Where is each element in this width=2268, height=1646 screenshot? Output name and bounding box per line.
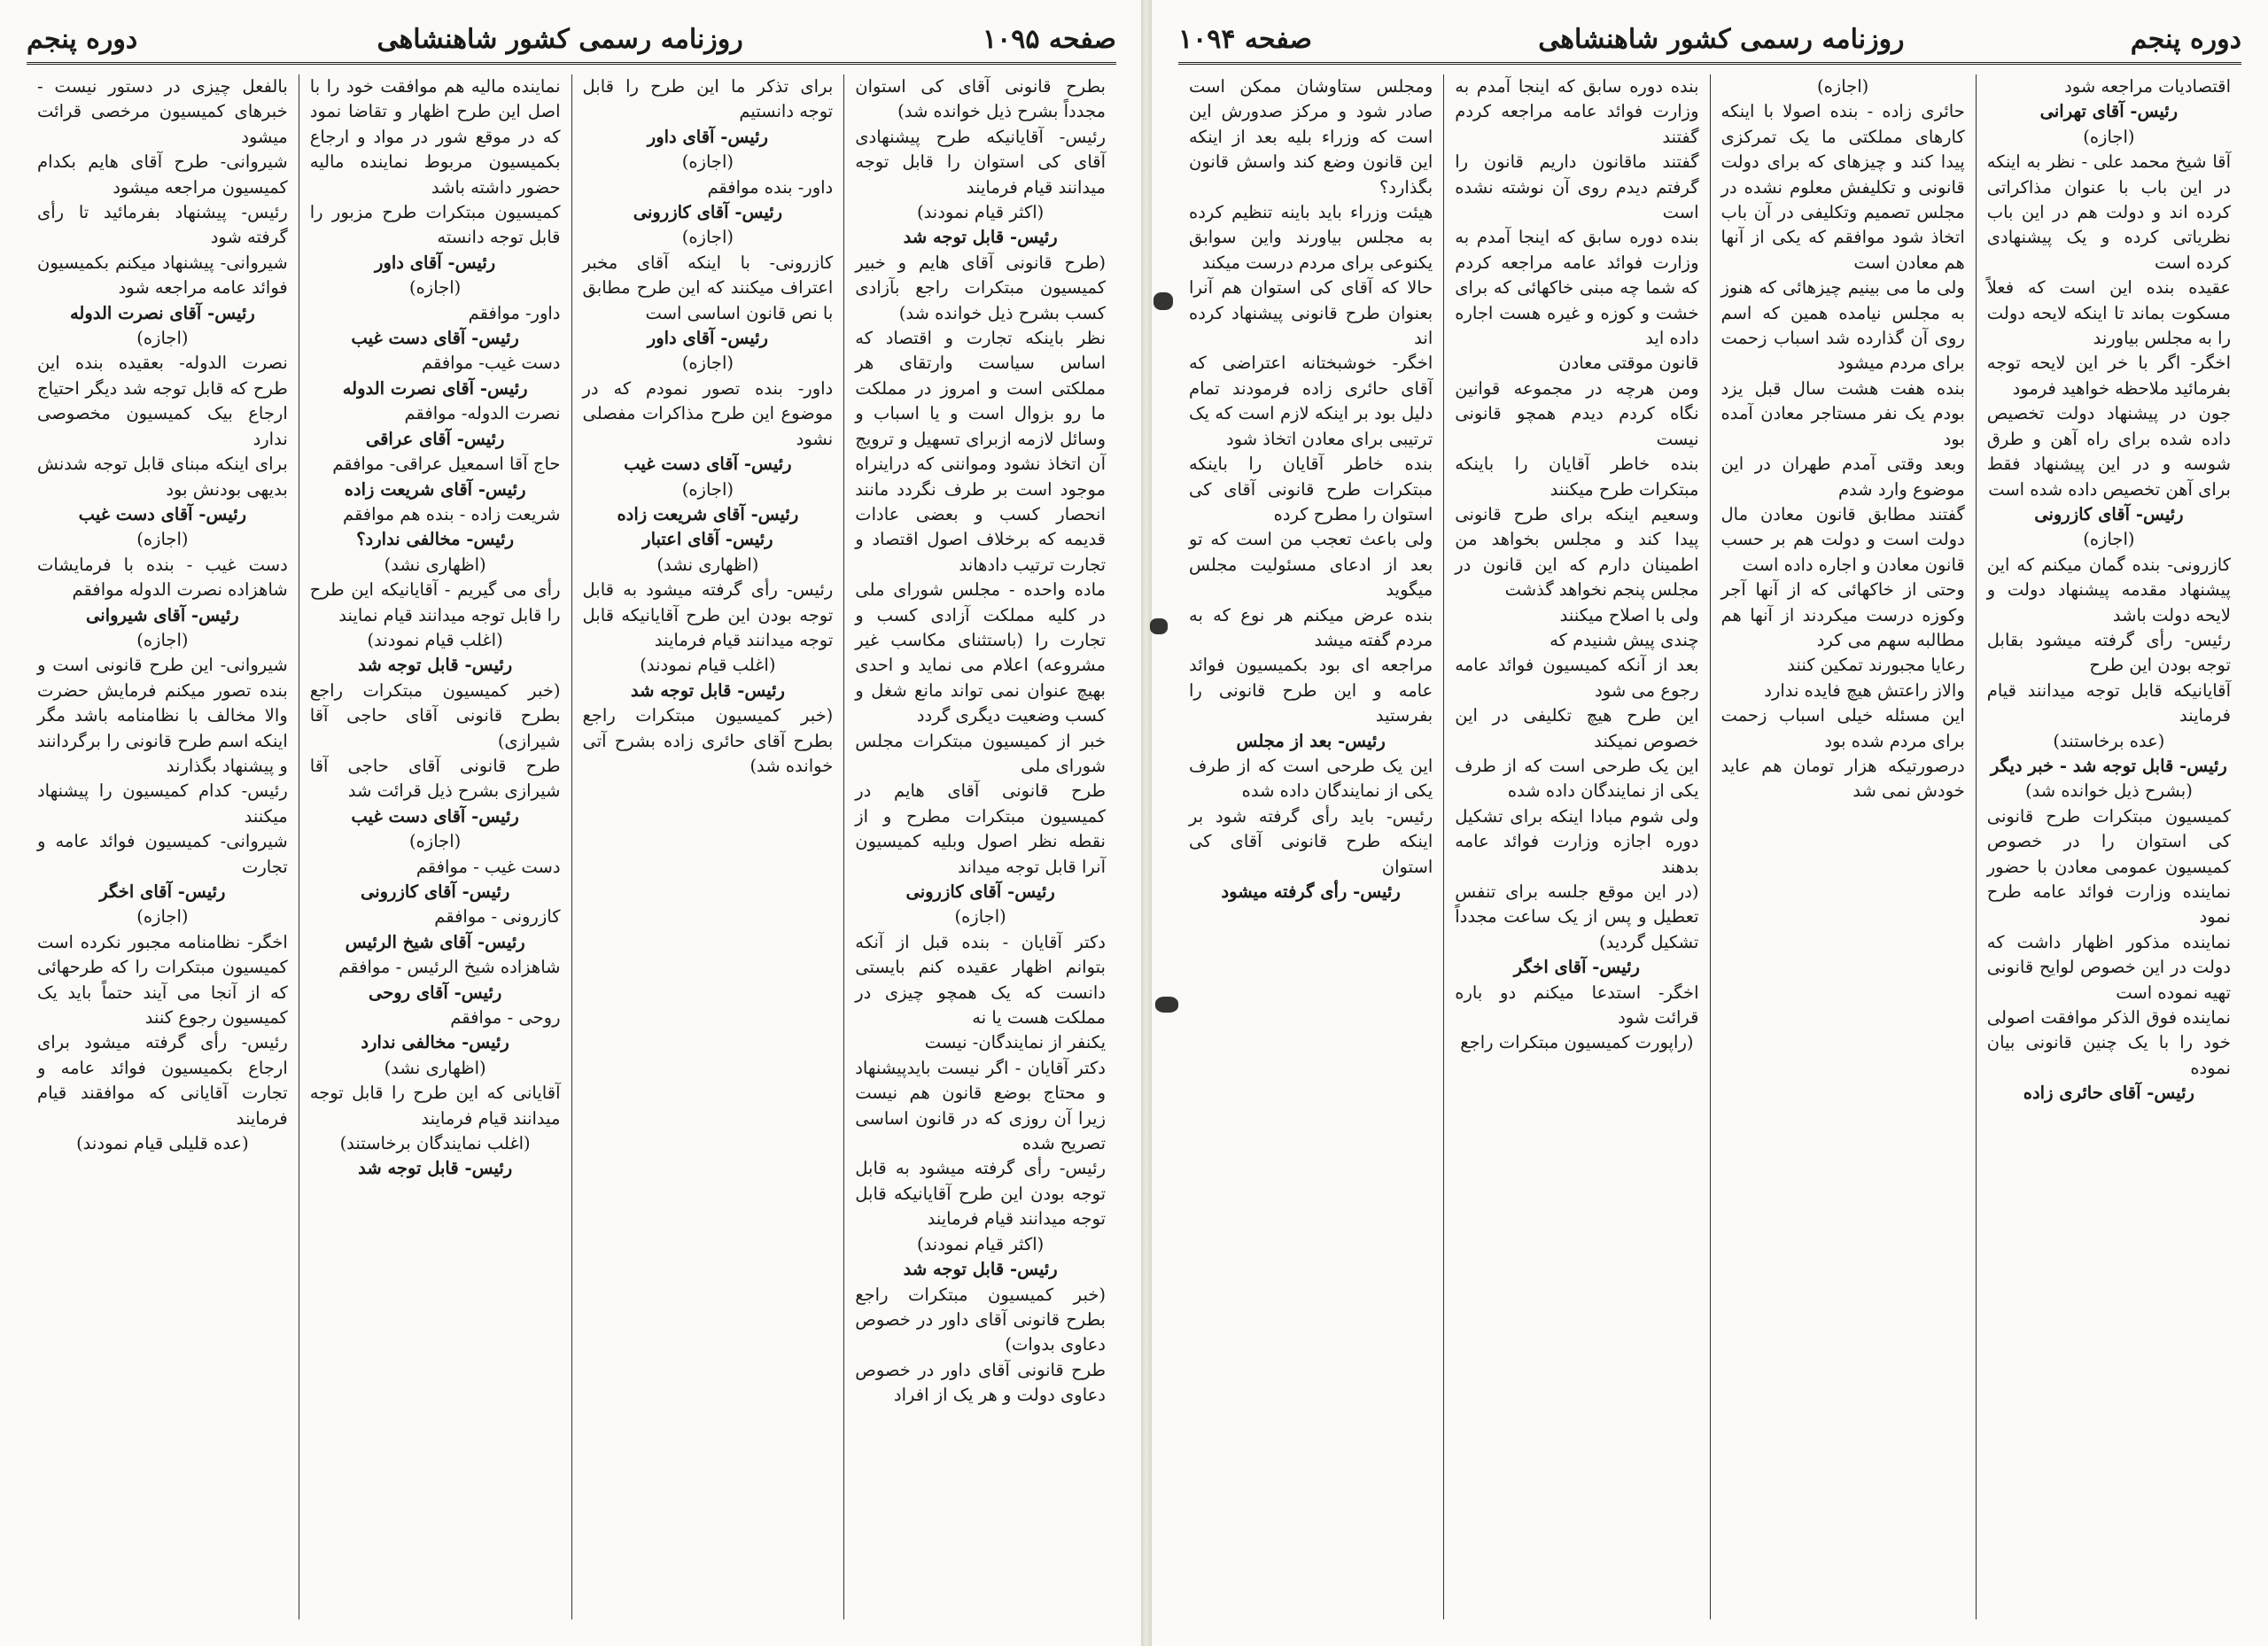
paragraph: دکتر آقایان - اگر نیست بایدپیشنهاد و محتاج بوضع قانون هم نیست زیرا آن روزی که در قانون اساسی تصریح شده [855,1057,1106,1154]
paragraph: دکتر آقایان - بنده قبل از آنکه بتوانم اظهار عقیده کنم بایستی دانست که یک همچو چیزی در مملکت هست یا نه [855,931,1106,1029]
paragraph: (اظهاری نشد) [656,554,759,575]
paragraph: رئیس- آقای کازرونی [360,881,510,902]
paragraph: (اغلب نمایندگان برخاستند) [339,1133,531,1154]
paragraph: رئیس- آقای حائری زاده [2023,1083,2194,1104]
paragraph: رئیس- آقای داور [647,126,768,147]
paragraph: حاج آقا اسمعیل عراقی- موافقم [332,454,561,475]
paragraph: این مسئله خیلی اسباب زحمت برای مردم شده بود [1720,705,1965,751]
paragraph: بنده هفت هشت سال قبل یزد بودم یک نفر مستاجر معادن آمده بود [1720,377,1965,449]
paragraph: رئیس- قابل توجه شد [903,1259,1058,1280]
left-page-columns [27,74,1116,1619]
paragraph: رئیس- آقای شیروانی [86,604,239,625]
right-page [1152,0,2268,1646]
session-label: دوره پنجم [27,23,138,55]
paragraph: (اجازه) [136,529,189,550]
paragraph: رعایا مجبورند تمکین کنند [1787,655,1965,676]
page-number: صفحه ۱۰۹۵ [983,23,1116,55]
paragraph: (اجازه) [136,906,189,928]
column [1976,74,2241,1619]
paragraph: رئیس- رأی گرفته میشود به قابل توجه بودن این طرح آقایانیکه قابل توجه میدانند قیام فرمایند [582,579,834,650]
paragraph: رئیس- آقای شریعت زاده [617,503,799,524]
paragraph: قانون موقتی معادن [1558,353,1699,374]
paragraph: کازرونی- با اینکه آقای مخبر اعتراف میکنند که این طرح مطابق با نص قانون اساسی است [582,252,834,323]
paragraph: رئیس- آقای شریعت زاده [344,478,526,500]
paragraph: چندی پیش شنیدم که [1550,629,1699,650]
paragraph: اقتصادیات مراجعه شود [2064,76,2231,97]
paragraph: رئیس- آقایانیکه طرح پیشنهادی آقای کی استوان را قابل توجه میدانند قیام فرمایند [855,126,1106,198]
paragraph: کمیسیون مبتکرات طرح قانونی کی استوان را در خصوص کمیسیون عمومی معادن با حضور نماینده وزارت فوائد عامه طرح نمود [1986,805,2231,928]
left-page-header [27,16,1116,65]
paragraph: رئیس- آقای دست غیب [351,805,519,827]
page-number: صفحه ۱۰۹۴ [1178,23,1312,55]
paragraph: روحی - موافقم [450,1007,561,1029]
paragraph: رئیس- آقای نصرت الدوله [342,377,528,399]
paragraph: رأی می گیریم - آقایانیکه این طرح را قابل توجه میدانند قیام نمایند [309,579,561,625]
column [27,74,299,1619]
paragraph: بالفعل چیزی در دستور نیست - خبرهای کمیسیون مرخصی قرائت میشود [37,76,288,147]
column [571,74,844,1619]
paragraph: (خبر کمیسیون مبتکرات راجع بطرح قانونی آقای حاجی آقا شیرازی) [309,679,561,751]
paragraph: (اجازه) [136,629,189,650]
paragraph: اخگر- نظامنامه مجبور نکرده است کمیسیون مبتکرات را که طرحهائی که از آنجا می آیند حتماً باید یک کمیسیون رجوع کنند [37,931,288,1029]
paragraph: کازرونی- بنده گمان میکنم که این پیشنهاد مقدمه پیشنهاد دولت و لایحه دولت باشد [1986,554,2231,625]
paragraph: رئیس- آقای تهرانی [2039,101,2179,122]
paragraph: (اجازه) [136,328,189,349]
paragraph: (اغلب قیام نمودند) [640,655,776,676]
paragraph: ولی با اصلاح میکنند [1559,604,1699,625]
column [843,74,1116,1619]
paragraph: رئیس- مخالفی ندارد [361,1032,509,1053]
paragraph: رئیس- آقای داور [647,328,768,349]
right-page-header [1178,16,2241,65]
ink-smudge [1153,292,1173,310]
paragraph: بنده خاطر آقایان را باینکه مبتکرات طرح میکنند [1455,454,1699,500]
paragraph: رئیس- آقای دست غیب [351,328,519,349]
paragraph: رئیس- قابل توجه شد [358,655,513,676]
column [299,74,571,1619]
paragraph: (اجازه) [681,227,734,248]
paragraph: عقیده بنده این است که فعلاً مسکوت بماند تا اینکه لایحه دولت را به مجلس بیاورند [1986,277,2231,349]
paragraph: داور- بنده موافقم [707,176,834,198]
paragraph: والاز راعتش هیچ فایده ندارد [1764,679,1965,701]
paragraph: رئیس- مخالفی ندارد؟ [356,529,515,550]
paragraph: رئیس- آقای روحی [368,982,502,1003]
paragraph: رئیس- آقای دست غیب [624,454,792,475]
paragraph: رئیس- پیشنهاد بفرمائید تا رأی گرفته شود [37,202,288,248]
paragraph: (اظهاری نشد) [384,554,486,575]
paragraph: نظر باینکه تجارت و اقتصاد که اساس سیاست وارتقای هر مملکتی است و امروز در مملکت ما رو بزوال است و یا اسباب و وسائل لازمه ازبرای تسهیل و ترویج آن اتخاذ نشود ومواننی که دراینراه موجود است بر طرف نگردد مانند انحصار کسب و بعضی عادات قدیمه که برخلاف اصول اقتصاد و تجارت ترتیب دادهاند [855,328,1106,575]
paragraph: اخگر- خوشبختانه اعتراضی که آقای حائری زاده فرمودند تمام دلیل بود بر اینکه لازم است که یک ترتیبی برای معادن اتخاذ شود [1189,353,1433,449]
column [1178,74,1443,1619]
paragraph: نصرت الدوله- بعقیده بنده این طرح که قابل توجه شد دیگر احتیاج ارجاع بیک کمیسیون مخصوصی ندارد [37,353,288,449]
paragraph: (اجازه) [681,478,734,500]
paragraph: طرح قانونی آقای حاجی آقا شیرازی بشرح ذیل قرائت شد [309,755,561,802]
paragraph: رئیس- آقای داور [375,252,496,273]
paragraph: رئیس- رأی گرفته میشود به قابل توجه بودن این طرح آقایانیکه قابل توجه میدانند قیام فرمایند [855,1158,1106,1230]
paragraph: یکنفر از نمایندگان- نیست [924,1032,1106,1053]
column [1710,74,1976,1619]
paragraph: رئیس- کدام کمیسیون را پیشنهاد میکنند [37,780,288,827]
paragraph: شیروانی- پیشنهاد میکنم بکمیسیون فوائد عامه مراجعه شود [37,252,288,299]
paragraph: نماینده مالیه هم موافقت خود را با اصل این طرح اظهار و تقاضا نمود که در موقع شور در مواد و ارجاع بکمیسیون مربوط نماینده مالیه حضور داشته باشد [309,76,561,198]
paragraph: شاهزاده شیخ الرئیس - موافقم [338,957,561,978]
paragraph: ولی ما می بینیم چیزهائی که هنوز به مجلس نیامده همین که اسم روی آن گذارده شد اسباب زحمت برای مردم میشود [1720,277,1965,374]
paragraph: (عده برخاستند) [2053,730,2165,751]
newspaper-title: روزنامه رسمی کشور شاهنشاهی [1538,23,1905,55]
paragraph: وبعد وقتی آمدم طهران در این موضوع وارد شدم [1720,454,1965,500]
paragraph: (بشرح ذیل خوانده شد) [2024,780,2193,802]
paragraph: (طرح قانونی آقای هایم و خبیر کمیسیون مبتکرات راجع بآزادی کسب بشرح ذیل خوانده شد) [855,252,1106,323]
column [1443,74,1709,1619]
paragraph: دست غیب - موافقم [416,856,561,877]
paragraph: رئیس- قابل توجه شد - خبر دیگر [1990,755,2227,776]
paragraph: مراجعه ای بود بکمیسیون فوائد عامه و این طرح قانونی را بفرستید [1189,655,1433,726]
paragraph: شیروانی- این طرح قانونی است و بنده تصور میکنم فرمایش حضرت والا مخالف با نظامنامه باشد مگر اینکه اسم طرح قانونی را برگردانند و پیشنهاد بگذارند [37,655,288,776]
paragraph: آقایانیکه قابل توجه میدانند قیام فرمایند [1986,679,2231,726]
paragraph: (راپورت کمیسیون مبتکرات راجع [1460,1032,1694,1053]
paragraph: (خبر کمیسیون مبتکرات راجع بطرح قانونی آقای داور در خصوص دعاوی بدوات) [855,1284,1106,1355]
paragraph: (اجازه) [954,906,1006,928]
paragraph: گفتند مطابق قانون معادن مال دولت است و دولت هم بر حسب قانون معادن و اجاره داده است [1720,503,1965,575]
paragraph: (عده قلیلی قیام نمودند) [76,1133,249,1154]
paragraph: آقا شیخ محمد علی - نظر به اینکه در این باب با عنوان مذاکراتی کرده اند و دولت هم در این باب نظریاتی کرده و یک پیشنهادی کرده است [1986,151,2231,273]
paragraph: این طرح هیچ تکلیفی در این خصوص نمیکند [1455,705,1699,751]
session-label: دوره پنجم [2130,23,2241,55]
paragraph: بنده دوره سابق که اینجا آمدم به وزارت فوائد عامه مراجعه کردم گفتند [1455,76,1699,147]
paragraph: (اکثر قیام نمودند) [916,1233,1045,1254]
paragraph: شریعت زاده - بنده هم موافقم [342,503,561,524]
paragraph: ولی باعث تعجب من است که تو بعد از ادعای مسئولیت مجلس میگوید [1189,529,1433,601]
paragraph: (اجازه) [408,277,462,299]
paragraph: وسعیم اینکه برای طرح قانونی پیدا کند و مجلس بخواهد من اطمینان دارم که این قانون در مجلس پنجم نخواهد گذشت [1455,503,1699,601]
paragraph: (اجازه) [681,151,734,173]
paragraph: دست غیب - بنده با فرمایشات شاهزاده نصرت الدوله موافقم [37,554,288,601]
paragraph: رئیس- رأی گرفته میشود برای ارجاع بکمیسیون فوائد عامه و تجارت آقایانی که موافقند قیام فرمایند [37,1032,288,1129]
paragraph: داور- موافقم [468,302,561,323]
paragraph: رئیس- رأی گرفته میشود [1221,881,1401,902]
paragraph: رئیس- آقای کازرونی [905,881,1055,902]
paragraph: رئیس- بعد از مجلس [1236,730,1386,751]
paragraph: بنده دوره سابق که اینجا آمدم به وزارت فوائد عامه مراجعه کردم که شما چه مبنی خاکهائی که برای خشت و کوزه و غیره هست اجاره داده اید [1455,227,1699,349]
paragraph: برای اینکه مبنای قابل توجه شدنش بدیهی بودنش بود [37,454,288,500]
paragraph: ماده واحده - مجلس شورای ملی در کلیه مملکت آزادی کسب و تجارت را (باستثنای مکاسب غیر مشروعه) اعلام می نماید و احدی بهیچ عنوان نمی تواند مانع شغل و کسب وضعیت دیگری گردد [855,579,1106,726]
paragraph: رئیس- آقای اعتبار [642,529,773,550]
paragraph: نماینده فوق الذکر موافقت اصولی خود را با یک چنین قانونی بیان نموده [1986,1007,2231,1078]
ink-smudge [1155,997,1178,1013]
paragraph: رئیس- آقای اخگر [1513,957,1640,978]
paragraph: (اجازه) [2083,126,2135,147]
paragraph: این یک طرحی است که از طرف یکی از نمایندگان داده شده [1189,755,1433,802]
paragraph: رئیس- آقای عراقی [365,428,505,449]
paragraph: طرح قانونی آقای هایم در کمیسیون مبتکرات مطرح و از نقطه نظر اصول وبلیه کمیسیون آنرا قابل توجه میداند [855,780,1106,877]
paragraph: آقایانی که این طرح را قابل توجه میدانند قیام فرمایند [309,1083,561,1129]
paragraph: (اکثر قیام نمودند) [916,202,1045,223]
paragraph: درصورتیکه هزار تومان هم عاید خودش نمی شد [1720,755,1965,802]
paragraph: شیروانی- طرح آقای هایم بکدام کمیسیون مراجعه میشود [37,151,288,198]
paragraph: این یک طرحی است که از طرف یکی از نمایندگان داده شده [1455,755,1699,802]
paragraph: طرح قانونی آقای داور در خصوص دعاوی دولت و هر یک از افراد [855,1359,1106,1406]
paragraph: داور- بنده تصور نمودم که در موضوع این طرح مذاکرات مفصلی نشود [582,377,834,449]
paragraph: (اجازه) [681,353,734,374]
paragraph: نماینده مذکور اظهار داشت که دولت در این خصوص لوایح قانونی تهیه نموده است [1986,931,2231,1003]
paragraph: ومن هرچه در مجموعه قوانین نگاه کردم دیدم همچو قانونی نیست [1455,377,1699,449]
paragraph: رئیس- آقای نصرت الدوله [69,302,255,323]
paragraph: بنده خاطر آقایان را باینکه مبتکرات طرح قانونی آقای کی استوان را مطرح کرده [1189,454,1433,524]
paragraph: کمیسیون مبتکرات طرح مزبور را قابل توجه دانسته [309,202,561,248]
paragraph: (در این موقع جلسه برای تنفس تعطیل و پس از یک ساعت مجدداً تشکیل گردید) [1455,881,1699,952]
paragraph: نصرت الدوله- موافقم [404,403,561,424]
paragraph: برای تذکر ما این طرح را قابل توجه دانستیم [582,76,834,122]
paragraph: رئیس- قابل توجه شد [358,1158,513,1179]
paragraph: ومجلس ستاوشان ممکن است صادر شود و مرکز صدورش این است که وزراء بلیه بعد از اینکه این قانون وضع کند واسش قانون بگذارد؟ [1189,76,1433,198]
paragraph: (اجازه) [2083,529,2135,550]
paragraph: وحتی از خاکهائی که از آنها آجر وکوزه درست میکردند از آنها هم مطالبه سهم می کرد [1720,579,1965,650]
paragraph: (اجازه) [408,831,462,852]
paragraph: خبر از کمیسیون مبتکرات مجلس شورای ملی [855,730,1106,776]
newspaper-title: روزنامه رسمی کشور شاهنشاهی [377,23,743,55]
right-page-columns [1178,74,2241,1619]
paragraph: بطرح قانونی آقای کی استوان مجدداً بشرح ذیل خوانده شد) [855,76,1106,122]
paragraph: (اغلب قیام نمودند) [367,629,503,650]
paragraph: شیروانی- کمیسیون فوائد عامه و تجارت [37,831,288,877]
paragraph: رئیس- آقای کازرونی [633,202,783,223]
paragraph: اخگر- اگر با خر این لایحه توجه بفرمائید ملاحظه خواهید فرمود [1986,353,2231,399]
paragraph: بعد از آنکه کمیسیون فوائد عامه رجوع می شود [1455,655,1699,701]
paragraph: جون در پیشنهاد دولت تخصیص داده شده برای راه آهن و طرق شوسه و در این پیشنهاد فقط برای آهن تخصیص داده شده است [1986,403,2231,500]
paragraph: (اظهاری نشد) [384,1057,486,1078]
paragraph: اخگر- استدعا میکنم دو باره قرائت شود [1455,982,1699,1029]
paragraph: رئیس- آقای شیخ الرئیس [345,931,525,952]
paragraph: رئیس- قابل توجه شد [903,227,1058,248]
paragraph: رئیس- آقای کازرونی [2034,503,2184,524]
ink-smudge [1150,618,1168,634]
paragraph: رئیس- رأی گرفته میشود بقابل توجه بودن این طرح [1986,629,2231,676]
paragraph: هیئت وزراء باید باینه تنظیم کرده به مجلس بیاورند واین سوابق یکنوعی برای مردم درست میکند [1189,202,1433,273]
paragraph: (اجازه) [1816,76,1869,97]
paragraph: رئیس- باید رأی گرفته شود بر اینکه طرح قانونی آقای کی استوان [1189,805,1433,877]
paragraph: حائری زاده - بنده اصولا با اینکه کارهای مملکتی ما یک تمرکزی پیدا کند و چیزهای که برای دولت قانونی و تکلیفش معلوم نشده در مجلس تصمیم وتکلیفی در آن باب اتخاذ شود موافقم که یکی از آنها هم معادن است [1720,101,1965,273]
paragraph: ولی شوم مبادا اینکه برای تشکیل دوره اجازه وزارت فوائد عامه بدهند [1455,805,1699,877]
paragraph: رئیس- آقای اخگر [99,881,226,902]
paragraph: (خبر کمیسیون مبتکرات راجع بطرح آقای حائری زاده بشرح آتی خوانده شد) [582,705,834,776]
paragraph: رئیس- قابل توجه شد [630,679,785,701]
paragraph: کازرونی - موافقم [434,906,561,928]
paragraph: حالا که آقای کی استوان هم آنرا بعنوان طرح قانونی پیشنهاد کرده اند [1189,277,1433,349]
paragraph: بنده عرض میکنم هر نوع که به مردم گفته میشد [1189,604,1433,650]
paragraph: دست غیب- موافقم [422,353,561,374]
paragraph: رئیس- آقای دست غیب [78,503,247,524]
paragraph: گفتند ماقانون داریم قانون را گرفتم دیدم روی آن نوشته نشده است [1455,151,1699,223]
